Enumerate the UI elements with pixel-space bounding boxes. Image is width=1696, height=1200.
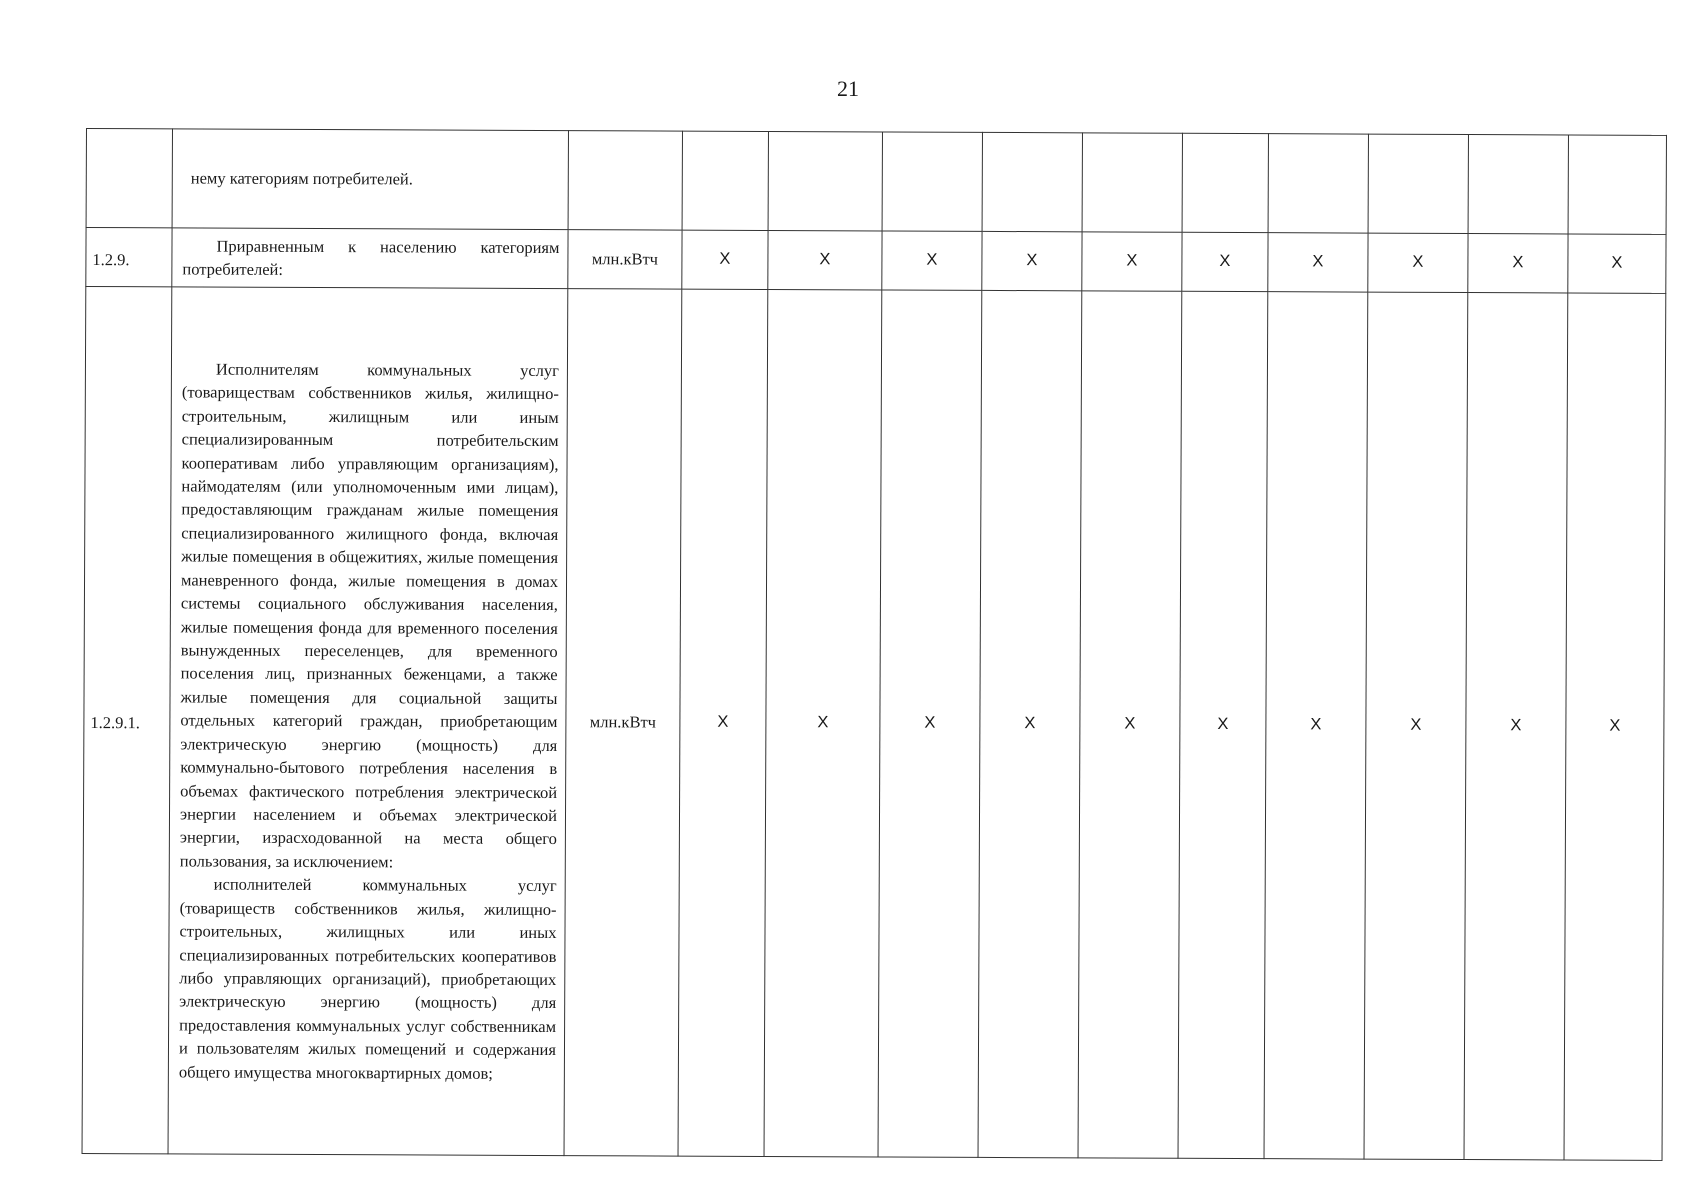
page-number: 21 [837, 76, 859, 101]
empty-cell [1468, 135, 1568, 234]
empty-cell [1368, 134, 1468, 233]
row-description [168, 287, 568, 1156]
unit-cell: млн.кВтч [568, 230, 682, 289]
value-cell: Х [1464, 293, 1568, 1160]
description-text: Приравненным к населению категориям потребителей: [182, 236, 560, 279]
empty-cell [982, 132, 1082, 231]
value-cell: Х [1564, 293, 1666, 1160]
value-cell: Х [768, 230, 882, 289]
tariff-table [82, 128, 1667, 1161]
description-main-text: Исполнителям коммунальных услуг (товариществам собственников жилья, жилищно-строительным, жилищным или иным специализированным потребительским кооперативам либо управляющим организациям), наймодателям (или уполномоченным ими лицам), предоставляющим гражданам жилые помещения специализированного жилищного фонда, включая жилые помещения в общежитиях, жилые помещения маневренного фонда, жилые помещения в домах системы социального обслуживания населения, жилые помещения фонда для временного поселения вынужденных переселенцев, для временного поселения лиц, признанных беженцами, а также жилые помещения для социальной защиты отдельных категорий граждан, приобретающим электрическую энергию (мощность) для коммунально-бытового потребления населения в объемах фактического потребления электрической энергии населением и объемах электрической энергии, израсходованной на места общего пользования, за исключением: [179, 359, 559, 872]
description-exception-text: исполнителей коммунальных услуг (товариществ собственников жилья, жилищно-строительных, жилищных или иных специализированных потребительских кооперативов либо управляющих организаций), приобретающих электрическую энергию (мощность) для предоставления коммунальных услуг собственникам и пользователям жилых помещений и содержания общего имущества многоквартирных домов; [178, 874, 557, 1083]
value-cell: Х [1178, 291, 1268, 1158]
empty-cell [1568, 135, 1666, 234]
value-cell: Х [1264, 292, 1368, 1159]
value-cell: Х [882, 231, 982, 290]
value-cell: Х [1182, 232, 1268, 291]
row-description [172, 129, 568, 230]
value-cell: Х [1368, 233, 1468, 292]
empty-cell [1268, 134, 1368, 233]
value-cell: Х [1468, 234, 1568, 293]
value-cell: Х [978, 290, 1082, 1157]
value-cell: Х [678, 289, 768, 1156]
empty-cell [1082, 133, 1182, 232]
value-cell: Х [1568, 234, 1666, 293]
unit-cell: млн.кВтч [564, 289, 682, 1156]
value-cell: Х [764, 289, 882, 1156]
empty-cell [682, 131, 768, 230]
value-cell: Х [982, 231, 1082, 290]
value-cell: Х [1364, 292, 1468, 1159]
empty-cell [1182, 133, 1268, 232]
empty-cell [882, 132, 982, 231]
empty-cell [568, 131, 682, 230]
value-cell: Х [682, 230, 768, 289]
row-number: 1.2.9. [86, 228, 172, 287]
table-row-1-2-9 [86, 228, 1666, 294]
description-text: нему категориям потребителей. [190, 168, 413, 189]
value-cell: Х [1082, 232, 1182, 291]
value-cell: Х [1078, 291, 1182, 1158]
row-number [86, 129, 172, 228]
value-cell: Х [878, 290, 982, 1157]
empty-cell [768, 131, 882, 230]
table-row-continuation [86, 129, 1666, 235]
row-description [172, 228, 568, 289]
row-number: 1.2.9.1. [82, 287, 172, 1154]
value-cell: Х [1268, 233, 1368, 292]
table-row-1-2-9-1 [82, 287, 1666, 1161]
